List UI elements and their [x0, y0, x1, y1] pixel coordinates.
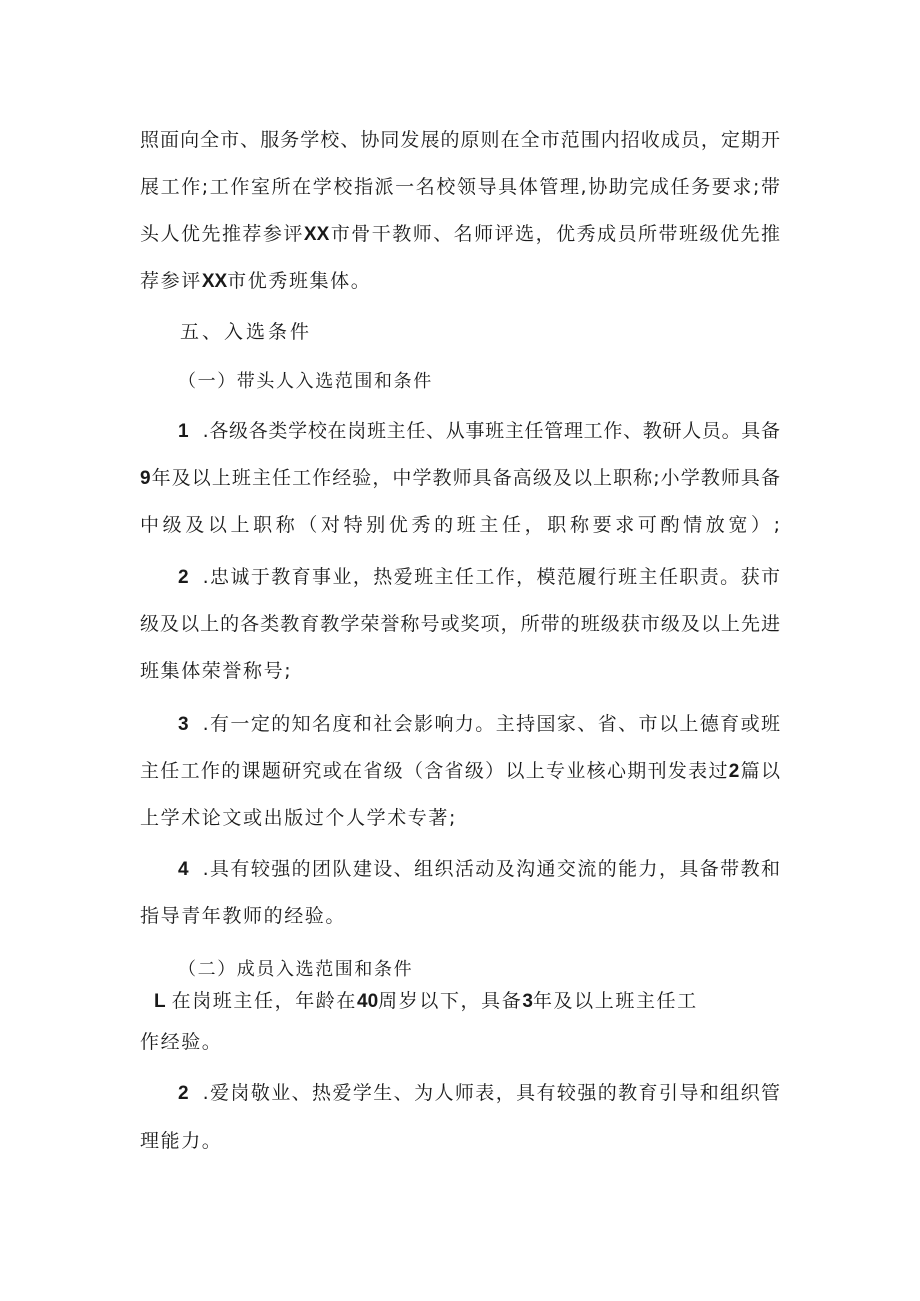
item-number: 3	[178, 714, 189, 735]
leader-item-1-line-1	[178, 419, 780, 444]
intro-line-2: 展工作;工作室所在学校指派一名校领导具体管理,协助完成任务要求;带	[140, 176, 780, 198]
intro-line-3-text-b: 市骨干教师、名师评选，优秀成员所带班级优先推	[329, 223, 780, 245]
item-inline-number: 40	[357, 991, 379, 1012]
item-number: 1	[178, 421, 189, 442]
subsection-heading-1: （一）带头人入选范围和条件	[178, 371, 433, 392]
leader-item-1-line-2	[140, 466, 780, 491]
item-text: .具有较强的团队建设、组织活动及沟通交流的能力，具备带教和	[202, 858, 780, 880]
leader-item-4-line-2: 指导青年教师的经验。	[140, 905, 347, 927]
item-text: 周岁以下，具备	[378, 990, 523, 1012]
leader-item-3-line-2	[140, 759, 780, 784]
member-item-1-line-2: 作经验。	[140, 1031, 223, 1053]
item-number: 4	[178, 859, 189, 880]
item-number: L	[154, 991, 166, 1012]
item-text: .有一定的知名度和社会影响力。主持国家、省、市以上德育或班	[202, 713, 780, 735]
leader-item-3-line-3: 上学术论文或出版过个人学术专著;	[140, 807, 458, 829]
member-item-2-line-2: 理能力。	[140, 1130, 223, 1152]
item-inline-number: 3	[522, 991, 533, 1012]
intro-line-4-text-b: 市优秀班集体。	[227, 270, 372, 292]
xx-placeholder: XX	[201, 271, 228, 292]
intro-line-4	[140, 269, 371, 294]
leader-item-2-line-2: 级及以上的各类教育教学荣誉称号或奖项，所带的班级获市级及以上先进	[140, 613, 780, 635]
item-inline-number: 9	[140, 468, 151, 489]
leader-item-1-line-3: 中级及以上职称（对特别优秀的班主任，职称要求可酌情放宽）;	[140, 514, 780, 536]
item-number: 2	[178, 567, 189, 588]
item-text: .各级各类学校在岗班主任、从事班主任管理工作、教研人员。具备	[202, 420, 780, 442]
leader-item-2-line-1	[178, 565, 780, 590]
intro-line-1: 照面向全市、服务学校、协同发展的原则在全市范围内招收成员，定期开	[140, 129, 780, 151]
subsection-heading-2: （二）成员入选范围和条件	[178, 959, 414, 980]
member-item-2-line-1	[178, 1081, 780, 1106]
intro-line-4-text-a: 荐参评	[140, 270, 202, 292]
item-text: 在岗班主任，年龄在	[171, 990, 358, 1012]
item-text: 主任工作的课题研究或在省级（含省级）以上专业核心期刊发表过	[140, 760, 729, 782]
item-text: .爱岗敬业、热爱学生、为人师表，具有较强的教育引导和组织管	[202, 1082, 780, 1104]
intro-line-3	[140, 222, 780, 247]
item-text: 年及以上班主任工作经验，中学教师具备高级及以上职称;小学教师具备	[150, 467, 780, 489]
item-text: .忠诚于教育事业，热爱班主任工作，模范履行班主任职责。获市	[202, 566, 780, 588]
xx-placeholder: XX	[303, 224, 330, 245]
section-heading: 五、入选条件	[180, 321, 313, 343]
item-text: 篇以	[739, 760, 780, 782]
item-number: 2	[178, 1083, 189, 1104]
member-item-1-line-1	[154, 989, 698, 1014]
item-inline-number: 2	[728, 761, 740, 782]
item-text: 年及以上班主任工	[532, 990, 698, 1012]
leader-item-2-line-3: 班集体荣誉称号;	[140, 660, 293, 682]
leader-item-3-line-1	[178, 712, 780, 737]
intro-line-3-text-a: 头人优先推荐参评	[140, 223, 304, 245]
leader-item-4-line-1	[178, 857, 780, 882]
